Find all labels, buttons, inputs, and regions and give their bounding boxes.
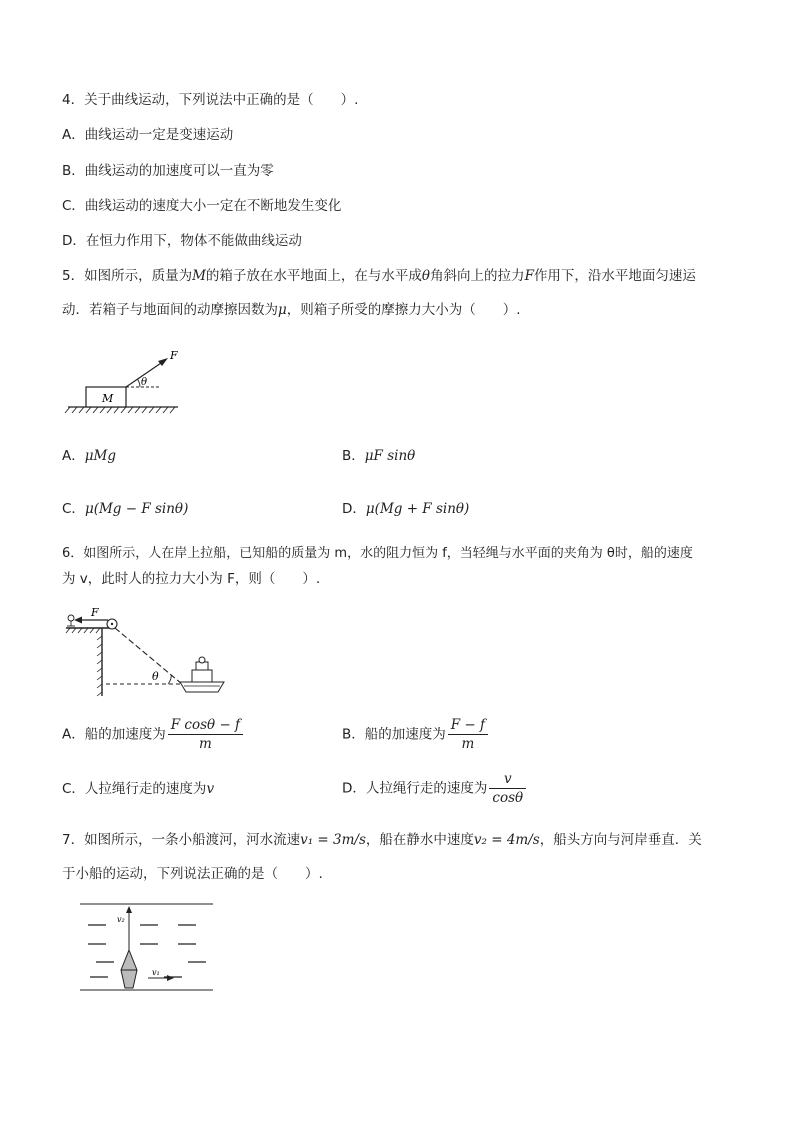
q5-mu-symbol: μ [278,302,287,318]
q5-option-c: C．μ(Mg − F sinθ) [62,501,189,517]
q7-river-figure [78,900,218,995]
q5-option-d: D．μ(Mg + F sinθ) [342,501,470,517]
q6-option-a: A．船的加速度为 $\frac{\text{F cosθ − f}}{m}$ [62,716,243,753]
q4-option-d: D．在恒力作用下，物体不能做曲线运动 [62,233,302,249]
q5-mass-symbol: M [192,268,206,284]
q5-force-label: F [170,349,178,362]
q5-option-b: B．μF sinθ [342,448,416,464]
q7-stem-line1: 7．如图所示，一条小船渡河，河水流速v₁ = 3m/s，船在静水中速度v₂ = 4m/s，船头方向与河岸垂直．关 [62,832,702,848]
q5-theta-symbol: θ [421,268,431,284]
q6-stem-line2: 为 v，此时人的拉力大小为 F，则（ ）. [62,571,321,587]
q5-box-figure [60,345,190,420]
q6-option-d-fraction: $\frac{v}{\cos\theta}$ [489,770,526,807]
q5-box-label: M [102,392,114,405]
q5-option-a: A．μMg [62,448,116,464]
q5-stem-line1: 5．如图所示，质量为M的箱子放在水平地面上，在与水平成θ角斜向上的拉力F作用下，沿水平地面匀速运 [62,268,696,284]
q6-option-c: C．人拉绳行走的速度为v [62,781,215,797]
q5-force-symbol: F [524,268,534,284]
q7-boat-icon [121,950,137,988]
q6-stem-line1: 6．如图所示，人在岸上拉船，已知船的质量为 m，水的阻力恒为 f，当轻绳与水平面的夹角为 θ时，船的速度 [62,546,693,561]
q7-stem-line2: 于小船的运动，下列说法正确的是（ ）. [62,866,323,882]
q4-stem: 4．关于曲线运动，下列说法中正确的是（ ）. [62,92,359,108]
q7-v2-label: v₂ [117,915,125,924]
q6-person-icon [68,615,74,621]
q6-option-a-fraction: $\frac{\text{F cosθ − f}}{m}$ [168,716,243,753]
q6-force-label: F [91,606,99,619]
q4-option-c: C．曲线运动的速度大小一定在不断地发生变化 [62,198,342,214]
q4-option-b: B．曲线运动的加速度可以一直为零 [62,163,274,179]
q4-option-a: A．曲线运动一定是变速运动 [62,127,234,143]
q5-stem-line2: 动．若箱子与地面间的动摩擦因数为μ，则箱子所受的摩擦力大小为（ ）. [62,302,521,318]
q6-boat-figure [62,604,232,699]
q6-option-b: B．船的加速度为 $\frac{F - f}{m}$ [342,716,488,753]
q5-angle-label: θ [141,377,148,388]
q6-option-d: D．人拉绳行走的速度为 $\frac{v}{\cos\theta}$ [342,770,526,807]
q6-angle-label: θ [152,670,159,683]
q6-option-b-fraction: $\frac{F - f}{m}$ [448,716,488,753]
q6-boat-icon [180,657,224,692]
q7-v1-label: v₁ [152,968,160,977]
